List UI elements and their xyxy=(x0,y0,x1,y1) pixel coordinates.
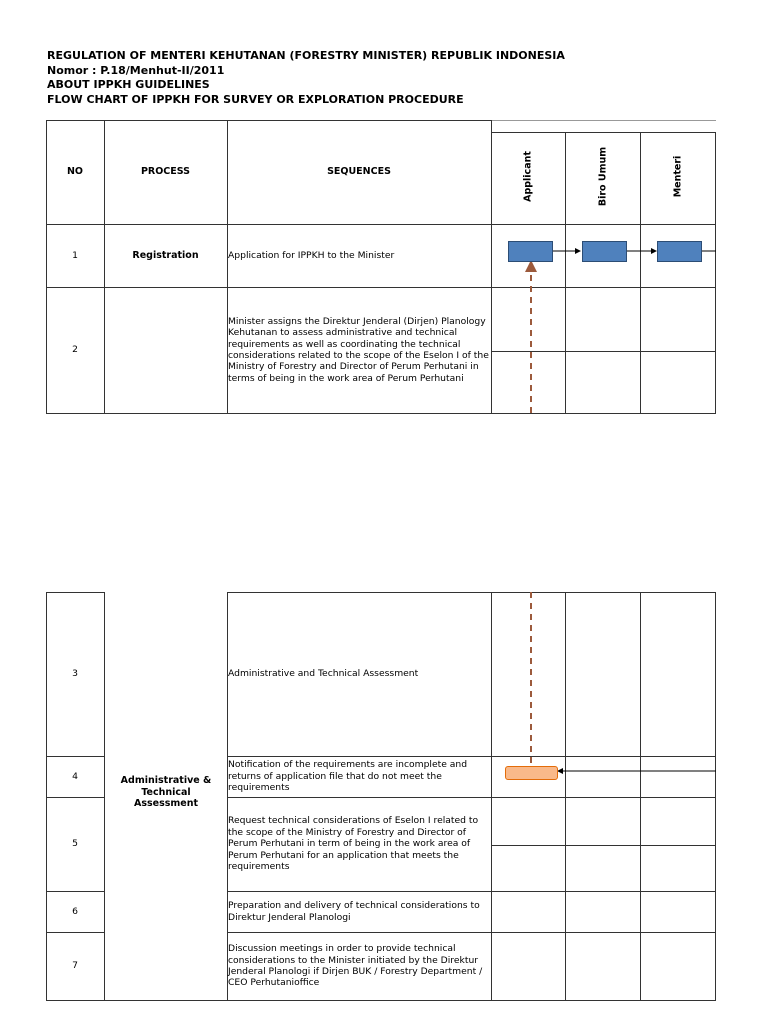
sequence-text: Request technical considerations of Eselon I related to the scope of the Ministry of Forestry and Director of Perum Perhutani in term of being in the work area of Perum Perhutani for an application that meets the requirements xyxy=(228,815,479,873)
flow-diagram-top xyxy=(0,0,768,430)
notification-box-applicant xyxy=(505,766,558,780)
row-number: 7 xyxy=(72,960,78,972)
regulation-subject: ABOUT IPPKH GUIDELINES xyxy=(47,78,210,91)
row-number: 4 xyxy=(72,770,78,782)
row-number: 5 xyxy=(72,838,78,850)
lane-header-applicant: Applicant xyxy=(522,151,534,202)
process-label: Registration xyxy=(132,249,199,261)
regulation-title: REGULATION OF MENTERI KEHUTANAN (FORESTRY MINISTER) REPUBLIK INDONESIA xyxy=(47,49,565,62)
column-header-process: PROCESS xyxy=(140,166,191,178)
row-number: 2 xyxy=(72,344,78,356)
process-box-menteri xyxy=(657,241,702,262)
process-box-applicant xyxy=(508,241,553,262)
flowchart-title: FLOW CHART OF IPPKH FOR SURVEY OR EXPLORATION PROCEDURE xyxy=(47,92,464,106)
process-box-biro-umum xyxy=(582,241,627,262)
regulation-number: Nomor : P.18/Menhut-II/2011 xyxy=(47,63,225,77)
sequence-text: Minister assigns the Direktur Jenderal (Dirjen) Planology Kehutanan to assess administrative and technical requirements as well as coordinating the technical considerations related to the scope of the Eselon I of the Ministry of Forestry and Director of Perum Perhutani in terms of being in the work area of Perum Perhutani xyxy=(228,315,489,384)
process-label: Administrative & Technical Assessment xyxy=(120,775,212,810)
sequence-text: Administrative and Technical Assessment xyxy=(228,668,419,680)
row-number: 1 xyxy=(72,249,78,261)
sequence-text: Application for IPPKH to the Minister xyxy=(228,249,395,261)
column-header-sequences: SEQUENCES xyxy=(327,166,391,178)
sequence-text: Discussion meetings in order to provide technical considerations to the Minister initiated by the Direktur Jenderal Planologi if Dirjen BUK / Forestry Department / CEO Perhutanioffice xyxy=(228,943,483,989)
row-number: 3 xyxy=(72,668,78,680)
sequence-text: Notification of the requirements are incomplete and returns of application file that do not meet the requirements xyxy=(228,759,468,794)
lane-header-menteri: Menteri xyxy=(672,155,684,198)
row-number: 6 xyxy=(72,905,78,917)
column-header-no: NO xyxy=(66,166,84,178)
flow-diagram-bottom xyxy=(0,580,768,810)
sequence-text: Preparation and delivery of technical considerations to Direktur Jenderal Planologi xyxy=(228,900,480,923)
lane-header-biro-umum: Biro Umum xyxy=(597,146,609,207)
